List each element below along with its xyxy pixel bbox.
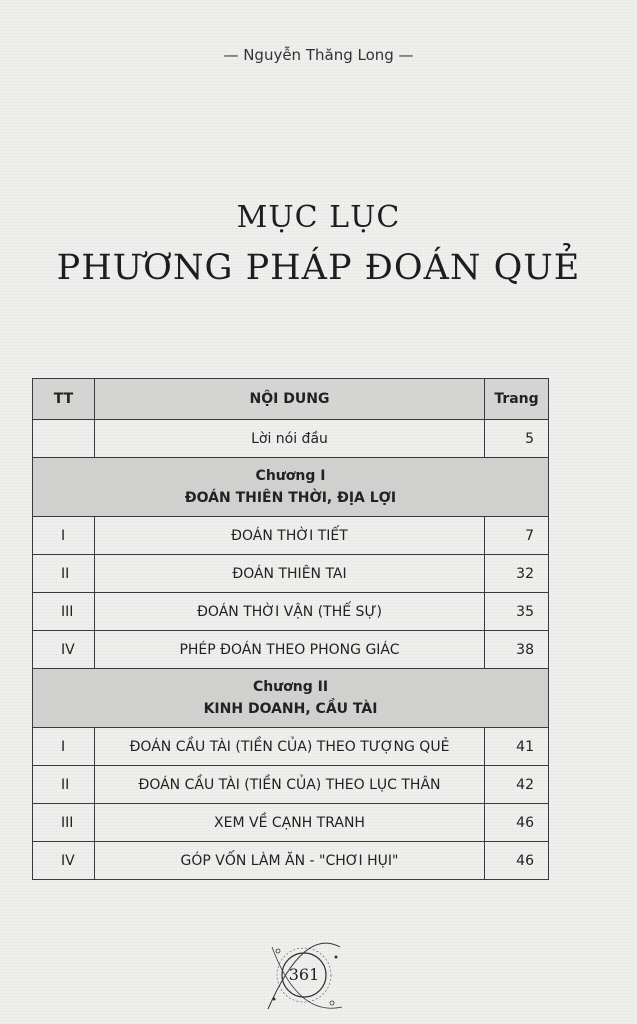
table-row	[33, 555, 549, 593]
row-content: ĐOÁN THỜI VẬN (THẾ SỰ)	[95, 593, 485, 631]
row-page: 46	[485, 842, 549, 880]
table-row	[33, 593, 549, 631]
row-content: Lời nói đầu	[95, 420, 485, 458]
row-content: ĐOÁN CẦU TÀI (TIỀN CỦA) THEO TƯỢNG QUẺ	[95, 728, 485, 766]
chapter-row	[33, 669, 549, 728]
row-content: PHÉP ĐOÁN THEO PHONG GIÁC	[95, 631, 485, 669]
toc-title: MỤC LỤC	[236, 200, 401, 235]
page-number-ornament	[258, 937, 350, 1017]
header-content: NỘI DUNG	[95, 379, 485, 420]
row-content: ĐOÁN THIÊN TAI	[95, 555, 485, 593]
header-page: Trang	[485, 379, 549, 420]
row-page: 41	[485, 728, 549, 766]
chapter-row	[33, 458, 549, 517]
chapter-label: Chương II	[252, 679, 329, 695]
row-content: ĐOÁN CẦU TÀI (TIỀN CỦA) THEO LỤC THÂN	[95, 766, 485, 804]
row-tt: III	[33, 804, 95, 842]
row-tt: II	[33, 766, 95, 804]
chapter-label: Chương I	[255, 468, 326, 484]
row-tt: I	[33, 728, 95, 766]
row-page: 42	[485, 766, 549, 804]
chapter-cell	[33, 458, 549, 517]
table-row	[33, 766, 549, 804]
chapter-cell	[33, 669, 549, 728]
row-tt: IV	[33, 842, 95, 880]
row-content: ĐOÁN THỜI TIẾT	[95, 517, 485, 555]
row-tt: IV	[33, 631, 95, 669]
book-title: PHƯƠNG PHÁP ĐOÁN QUẺ	[56, 248, 581, 288]
row-page: 7	[485, 517, 549, 555]
chapter-name: KINH DOANH, CẦU TÀI	[203, 701, 378, 717]
author-header: — Nguyễn Thăng Long —	[223, 46, 414, 64]
row-content: GÓP VỐN LÀM ĂN - "CHƠI HỤI"	[95, 842, 485, 880]
row-tt: III	[33, 593, 95, 631]
table-row	[33, 420, 549, 458]
table-row	[33, 728, 549, 766]
table-row	[33, 517, 549, 555]
row-tt	[33, 420, 95, 458]
row-page: 38	[485, 631, 549, 669]
row-page: 46	[485, 804, 549, 842]
toc-table	[32, 378, 549, 880]
row-tt: II	[33, 555, 95, 593]
header-tt: TT	[33, 379, 95, 420]
table-row	[33, 631, 549, 669]
table-row	[33, 842, 549, 880]
row-page: 5	[485, 420, 549, 458]
table-row	[33, 804, 549, 842]
page-number: 361	[288, 965, 320, 984]
table-header-row	[33, 379, 549, 420]
row-page: 32	[485, 555, 549, 593]
row-content: XEM VỀ CẠNH TRANH	[95, 804, 485, 842]
row-tt: I	[33, 517, 95, 555]
row-page: 35	[485, 593, 549, 631]
chapter-name: ĐOÁN THIÊN THỜI, ĐỊA LỢI	[184, 490, 397, 506]
